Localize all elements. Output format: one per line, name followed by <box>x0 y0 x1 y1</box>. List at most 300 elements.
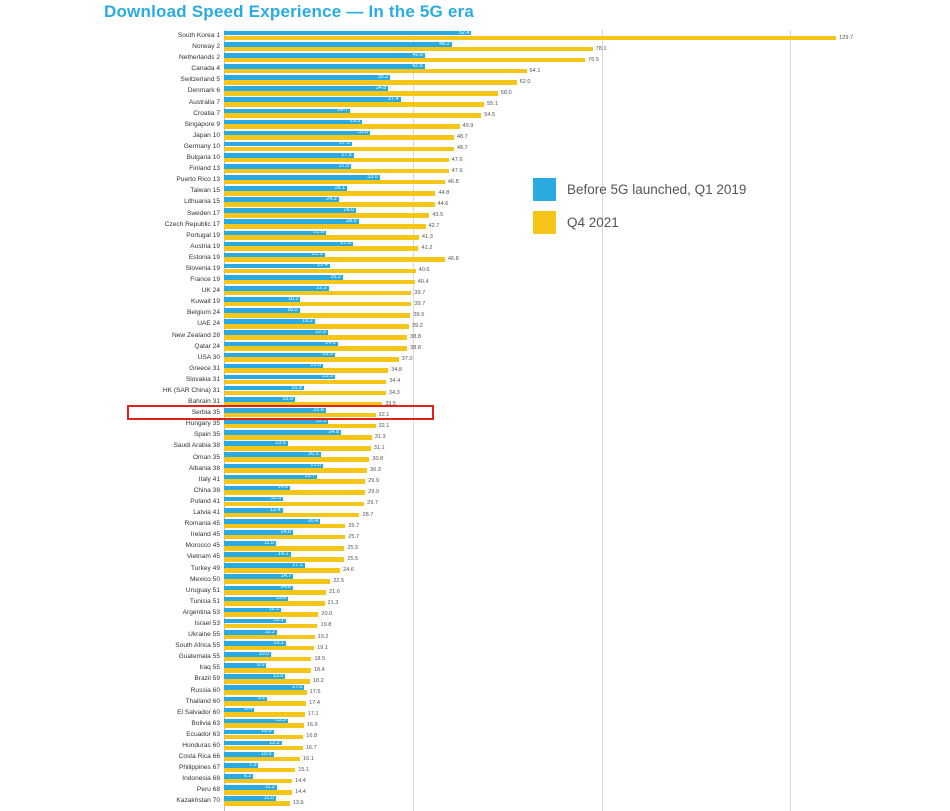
chart-row <box>0 141 950 152</box>
bar-q4-2021 <box>224 135 454 140</box>
bar-value-q4-2021: 31.1 <box>373 444 385 451</box>
bar-value-before-5g: 37.4 <box>388 96 399 103</box>
category-label: Lithuania 15 <box>184 198 220 206</box>
page-title: Download Speed Experience — In the 5G era <box>104 2 475 21</box>
bar-q4-2021 <box>224 635 315 640</box>
bar-value-before-5g: 6.4 <box>244 706 253 713</box>
bar-value-q4-2021: 54.5 <box>484 112 496 119</box>
bar-value-q4-2021: 30.3 <box>370 467 381 474</box>
chart-row <box>0 585 950 596</box>
chart-row <box>0 440 950 451</box>
category-label: Slovenia 19 <box>185 264 220 272</box>
chart-row <box>0 540 950 551</box>
category-label: Austria 19 <box>190 242 220 250</box>
category-label: Slovakia 31 <box>185 375 220 383</box>
bar-value-q4-2021: 16.1 <box>302 755 314 762</box>
chart-row <box>0 296 950 307</box>
category-label: Norway 2 <box>192 43 220 51</box>
bar-q4-2021 <box>224 568 340 573</box>
bar-q4-2021 <box>224 324 409 329</box>
bar-q4-2021 <box>224 479 365 484</box>
bar-q4-2021 <box>224 801 290 806</box>
bar-q4-2021 <box>224 102 484 107</box>
chart-row <box>0 740 950 751</box>
bar-q4-2021 <box>224 280 415 285</box>
category-label: Iraq 55 <box>199 664 220 672</box>
bar-value-before-5g: 9.2 <box>257 695 266 702</box>
category-label: China 38 <box>193 486 220 494</box>
bar-value-q4-2021: 19.1 <box>317 644 329 651</box>
chart-row <box>0 707 950 718</box>
bar-value-q4-2021: 31.3 <box>374 433 386 440</box>
chart-row <box>0 307 950 318</box>
bar-q4-2021 <box>224 646 314 651</box>
bar-value-before-5g: 16.9 <box>291 384 302 391</box>
bar-value-before-5g: 21.6 <box>313 406 324 413</box>
chart-row <box>0 263 950 274</box>
chart-row <box>0 751 950 762</box>
chart-row <box>0 673 950 684</box>
category-label: Romania 45 <box>184 520 220 528</box>
bar-q4-2021 <box>224 291 411 296</box>
bar-q4-2021 <box>224 269 416 274</box>
bar-value-before-5g: 16.2 <box>287 295 299 302</box>
category-label: Czech Republic 17 <box>164 220 220 228</box>
chart-row <box>0 463 950 474</box>
bar-value-q4-2021: 32.1 <box>378 411 390 418</box>
bar-value-q4-2021: 18.5 <box>314 655 326 662</box>
bar-value-q4-2021: 16.7 <box>305 744 317 751</box>
bar-value-q4-2021: 19.8 <box>320 622 332 629</box>
bar-value-q4-2021: 41.3 <box>421 234 433 241</box>
chart-row <box>0 41 950 52</box>
bar-value-before-5g: 14.6 <box>280 528 291 535</box>
chart-row <box>0 108 950 119</box>
category-label: New Zealand 28 <box>171 331 220 339</box>
bar-value-before-5g: 14.1 <box>278 550 289 557</box>
legend-swatch-q4-2021 <box>533 211 556 234</box>
chart-row <box>0 330 950 341</box>
bar-q4-2021 <box>224 224 426 229</box>
chart-row <box>0 651 950 662</box>
chart-row <box>0 563 950 574</box>
bar-q4-2021 <box>224 47 593 52</box>
bar-value-q4-2021: 39.5 <box>413 311 425 318</box>
category-label: Bahrain 31 <box>188 398 220 406</box>
bar-value-before-5g: 27.0 <box>338 162 350 169</box>
chart-row <box>0 363 950 374</box>
category-label: South Africa 55 <box>175 642 220 650</box>
bar-value-before-5g: 28.5 <box>346 218 357 225</box>
bar-value-before-5g: 13.1 <box>273 617 284 624</box>
bar-value-q4-2021: 34.8 <box>391 367 403 374</box>
bar-value-before-5g: 14.6 <box>280 584 291 591</box>
bar-value-before-5g: 27.3 <box>340 240 351 247</box>
bar-value-before-5g: 21.0 <box>310 462 322 469</box>
chart-row <box>0 496 950 507</box>
bar-value-before-5g: 19.7 <box>304 473 315 480</box>
legend-label-q4-2021: Q4 2021 <box>567 215 619 230</box>
category-label: Canada 4 <box>191 65 220 73</box>
bar-value-q4-2021: 62.0 <box>519 78 531 85</box>
chart-row <box>0 285 950 296</box>
legend-item-before-5g <box>533 178 746 201</box>
category-label: Denmark 6 <box>187 87 220 95</box>
bar-value-q4-2021: 44.8 <box>438 189 450 196</box>
category-label: Turkey 49 <box>190 564 220 572</box>
bar-value-before-5g: 52.4 <box>458 29 470 36</box>
bar-q4-2021 <box>224 490 365 495</box>
bar-value-before-5g: 23.5 <box>322 351 333 358</box>
chart-row <box>0 762 950 773</box>
category-label: Peru 68 <box>196 786 220 794</box>
legend-swatch-before-5g <box>533 178 556 201</box>
bar-value-before-5g: 27.5 <box>341 151 352 158</box>
bar-value-before-5g: 22.4 <box>317 262 328 269</box>
chart-row <box>0 52 950 63</box>
bar-value-q4-2021: 25.5 <box>347 544 359 551</box>
chart-row <box>0 618 950 629</box>
bar-value-before-5g: 20.4 <box>307 517 319 524</box>
bar-q4-2021 <box>224 313 410 318</box>
bar-value-before-5g: 27.1 <box>339 140 350 147</box>
bar-q4-2021 <box>224 624 317 629</box>
chart-row <box>0 596 950 607</box>
chart-row <box>0 452 950 463</box>
bar-value-before-5g: 13.5 <box>275 717 286 724</box>
bar-value-q4-2021: 17.4 <box>309 700 321 707</box>
bar-value-before-5g: 13.6 <box>275 595 287 602</box>
bar-value-before-5g: 7.3 <box>248 761 257 768</box>
bar-value-q4-2021: 29.9 <box>368 478 380 485</box>
bar-q4-2021 <box>224 723 304 728</box>
category-label: Italy 41 <box>198 475 220 483</box>
bar-q4-2021 <box>224 712 305 717</box>
bar-q4-2021 <box>224 502 364 507</box>
bar-value-q4-2021: 47.6 <box>451 167 463 174</box>
bar-value-before-5g: 14.7 <box>280 573 292 580</box>
bar-value-before-5g: 31.0 <box>357 129 369 136</box>
chart-row <box>0 341 950 352</box>
bar-value-q4-2021: 43.5 <box>432 212 444 218</box>
bar-q4-2021 <box>224 435 372 440</box>
chart-row <box>0 385 950 396</box>
bar-value-before-5g: 12.4 <box>270 506 281 513</box>
bar-q4-2021 <box>224 735 303 740</box>
category-label: Albania 38 <box>188 464 220 472</box>
category-label: South Korea 1 <box>177 32 220 39</box>
bar-q4-2021 <box>224 557 344 562</box>
bar-value-before-5g: 24.3 <box>326 195 337 202</box>
category-label: Switzerland 5 <box>180 76 220 84</box>
bar-value-before-5g: 42.6 <box>412 51 424 58</box>
bar-value-before-5g: 24.8 <box>328 428 340 435</box>
chart-row <box>0 208 950 219</box>
chart-row <box>0 241 950 252</box>
bar-value-q4-2021: 18.2 <box>312 677 324 684</box>
bar-value-q4-2021: 19.2 <box>317 633 329 640</box>
bar-value-q4-2021: 39.7 <box>414 300 426 307</box>
bar-value-before-5g: 16.0 <box>287 306 298 313</box>
chart-row <box>0 318 950 329</box>
bar-q4-2021 <box>224 546 344 551</box>
bar-value-q4-2021: 64.1 <box>529 67 541 74</box>
bar-value-q4-2021: 24.6 <box>343 567 354 573</box>
category-label: Taiwan 15 <box>190 187 220 195</box>
bar-q4-2021 <box>224 36 836 41</box>
bar-value-before-5g: 11.2 <box>264 628 275 635</box>
category-label: Tunisia 51 <box>189 597 220 605</box>
bar-q4-2021 <box>224 657 311 662</box>
category-label: Oman 35 <box>192 453 220 461</box>
bar-value-before-5g: 13.1 <box>273 639 284 646</box>
bar-value-q4-2021: 32.1 <box>378 422 390 429</box>
chart-row <box>0 507 950 518</box>
bar-q4-2021 <box>224 790 292 795</box>
category-label: Puerto Rico 13 <box>176 176 220 184</box>
bar-value-q4-2021: 25.7 <box>348 522 360 529</box>
bar-q4-2021 <box>224 169 449 174</box>
chart-row <box>0 119 950 130</box>
category-label: Greece 31 <box>189 364 220 372</box>
chart-row <box>0 551 950 562</box>
category-label: Ireland 45 <box>190 531 220 539</box>
bar-q4-2021 <box>224 69 527 74</box>
bar-q4-2021 <box>224 391 386 396</box>
bar-value-before-5g: 11.0 <box>263 539 274 546</box>
category-label: El Salvador 60 <box>177 708 220 716</box>
bar-value-q4-2021: 16.8 <box>306 733 318 740</box>
bar-q4-2021 <box>224 191 435 196</box>
bar-q4-2021 <box>224 335 407 340</box>
category-label: Uruguay 51 <box>185 586 220 594</box>
bar-q4-2021 <box>224 457 369 462</box>
chart-row <box>0 718 950 729</box>
bar-value-before-5g: 28.0 <box>343 207 355 213</box>
bar-value-q4-2021: 15.1 <box>298 766 310 773</box>
bar-value-before-5g: 12.2 <box>269 739 280 746</box>
bar-value-q4-2021: 18.4 <box>313 666 325 673</box>
bar-value-before-5g: 20.5 <box>308 451 319 458</box>
bar-q4-2021 <box>224 590 326 595</box>
bar-value-before-5g: 14.0 <box>277 484 289 491</box>
bar-value-before-5g: 17.1 <box>292 562 303 568</box>
category-label: Morocco 45 <box>185 542 220 550</box>
bar-value-q4-2021: 17.1 <box>307 711 319 718</box>
bar-value-before-5g: 22.2 <box>316 284 327 291</box>
chart-row <box>0 174 950 185</box>
chart-row <box>0 795 950 806</box>
bar-q4-2021 <box>224 701 306 706</box>
bar-value-before-5g: 15.0 <box>282 395 293 402</box>
category-label: Serbia 35 <box>191 409 220 417</box>
category-label: Russia 60 <box>190 686 220 694</box>
chart-row <box>0 429 950 440</box>
bar-value-before-5g: 11.0 <box>263 794 274 801</box>
bar-value-before-5g: 17.0 <box>291 684 303 691</box>
chart-row <box>0 74 950 85</box>
bar-q4-2021 <box>224 213 429 218</box>
bar-q4-2021 <box>224 235 419 240</box>
bar-value-q4-2021: 30.8 <box>372 456 384 463</box>
category-label: USA 30 <box>197 353 220 361</box>
chart-legend <box>533 178 746 244</box>
bar-q4-2021 <box>224 468 367 473</box>
category-label: Poland 41 <box>190 497 220 505</box>
bar-value-q4-2021: 37.0 <box>401 356 413 363</box>
bar-value-before-5g: 12.5 <box>270 495 281 502</box>
bar-value-before-5g: 10.0 <box>258 650 270 657</box>
chart-row <box>0 529 950 540</box>
bar-value-before-5g: 23.5 <box>322 373 333 380</box>
bar-value-q4-2021: 58.0 <box>500 89 512 96</box>
category-label: Sweden 17 <box>187 209 220 217</box>
bar-value-q4-2021: 29.9 <box>368 489 380 496</box>
category-label: Spain 35 <box>193 431 220 439</box>
bar-value-q4-2021: 49.9 <box>462 123 474 130</box>
chart-row <box>0 685 950 696</box>
chart-plot-area <box>0 29 950 806</box>
bar-value-before-5g: 48.2 <box>439 40 450 47</box>
bar-q4-2021 <box>224 357 399 362</box>
bar-value-q4-2021: 17.5 <box>309 689 321 696</box>
chart-row <box>0 230 950 241</box>
chart-row <box>0 352 950 363</box>
category-label: Singapore 9 <box>184 120 220 128</box>
bar-value-before-5g: 34.8 <box>375 84 387 91</box>
chart-row <box>0 30 950 41</box>
category-label: HK (SAR China) 31 <box>162 387 220 394</box>
bar-value-before-5g: 29.3 <box>349 118 361 125</box>
bar-value-q4-2021: 34.3 <box>388 389 400 396</box>
chart-row <box>0 607 950 618</box>
bar-value-before-5g: 24.1 <box>325 340 336 347</box>
chart-row <box>0 196 950 207</box>
bar-value-q4-2021: 14.4 <box>294 788 306 795</box>
bar-q4-2021 <box>224 346 407 351</box>
bar-value-q4-2021: 20.0 <box>321 611 333 618</box>
bar-q4-2021 <box>224 91 498 96</box>
bar-value-before-5g: 21.0 <box>310 362 322 369</box>
bar-value-before-5g: 42.5 <box>412 62 423 69</box>
category-label: Kazakhstan 70 <box>176 797 220 805</box>
chart-row <box>0 574 950 585</box>
chart-row <box>0 773 950 784</box>
category-label: Saudi Arabia 38 <box>173 442 220 450</box>
bar-value-q4-2021: 78.1 <box>595 45 607 52</box>
chart-row <box>0 696 950 707</box>
bar-value-before-5g: 10.5 <box>261 728 272 735</box>
bar-q4-2021 <box>224 612 318 617</box>
bar-value-before-5g: 22.1 <box>315 417 327 424</box>
bar-q4-2021 <box>224 302 411 307</box>
bar-value-q4-2021: 39.2 <box>412 322 423 329</box>
chart-row <box>0 252 950 263</box>
bar-value-before-5g: 13.0 <box>272 672 284 679</box>
bar-value-q4-2021: 14.4 <box>294 777 306 784</box>
chart-row <box>0 163 950 174</box>
bar-q4-2021 <box>224 202 435 207</box>
chart-row <box>0 474 950 485</box>
chart-row <box>0 85 950 96</box>
chart-row <box>0 518 950 529</box>
bar-value-q4-2021: 21.3 <box>327 600 339 607</box>
bar-value-q4-2021: 29.7 <box>367 500 379 507</box>
bar-q4-2021 <box>224 257 445 262</box>
category-label: Costa Rica 66 <box>178 753 220 761</box>
chart-row <box>0 219 950 230</box>
chart-row <box>0 418 950 429</box>
category-label: Brazil 59 <box>194 675 220 683</box>
category-label: Honduras 60 <box>182 742 220 749</box>
category-label: Indonesia 68 <box>182 775 220 783</box>
bar-value-q4-2021: 44.6 <box>437 200 449 207</box>
category-label: Ecuador 63 <box>186 730 220 738</box>
category-label: Ukraine 55 <box>188 631 220 639</box>
category-label: France 19 <box>190 276 220 284</box>
bar-value-q4-2021: 42.7 <box>428 223 440 230</box>
bar-value-q4-2021: 39.7 <box>414 289 426 296</box>
bar-q4-2021 <box>224 513 359 518</box>
category-label: Netherlands 2 <box>178 54 220 62</box>
bar-q4-2021 <box>224 579 330 584</box>
bar-q4-2021 <box>224 601 325 606</box>
bar-value-before-5g: 19.2 <box>302 317 313 324</box>
bar-value-q4-2021: 38.8 <box>410 334 422 341</box>
chart-row <box>0 130 950 141</box>
bar-q4-2021 <box>224 380 386 385</box>
bar-value-before-5g: 22.0 <box>315 329 326 336</box>
category-label: UK 24 <box>201 287 220 295</box>
category-label: UAE 24 <box>197 320 220 328</box>
bar-value-q4-2021: 34.4 <box>389 378 401 385</box>
bar-q4-2021 <box>224 246 418 251</box>
chart-row <box>0 407 950 418</box>
bar-value-q4-2021: 38.8 <box>410 345 422 352</box>
chart-row <box>0 185 950 196</box>
bar-value-before-5g: 26.1 <box>334 184 346 191</box>
bar-q4-2021 <box>224 446 371 451</box>
chart-row <box>0 629 950 640</box>
bar-value-q4-2021: 25.5 <box>347 555 359 562</box>
bar-value-q4-2021: 46.8 <box>447 256 459 263</box>
bar-value-before-5g: 35.2 <box>377 73 389 80</box>
chart-row <box>0 784 950 795</box>
category-label: Germany 10 <box>183 142 220 150</box>
bar-q4-2021 <box>224 535 345 540</box>
legend-label-before-5g: Before 5G launched, Q1 2019 <box>567 182 747 197</box>
bar-q4-2021 <box>224 124 460 129</box>
category-label: Guatemala 55 <box>178 653 220 661</box>
bar-value-q4-2021: 16.9 <box>306 722 318 729</box>
bar-value-q4-2021: 13.9 <box>292 799 304 806</box>
bar-value-before-5g: 21.3 <box>312 251 323 258</box>
category-label: Australia 7 <box>188 98 220 106</box>
chart-row <box>0 63 950 74</box>
chart-row <box>0 152 950 163</box>
bar-value-q4-2021: 33.5 <box>385 400 396 407</box>
category-label: Latvia 41 <box>193 509 220 517</box>
bar-q4-2021 <box>224 368 388 373</box>
bar-value-before-5g: 12.1 <box>268 606 280 613</box>
legend-item-q4-2021 <box>533 211 746 234</box>
category-label: Japan 10 <box>192 131 220 139</box>
category-label: Mexico 50 <box>189 575 220 583</box>
bar-value-before-5g: 9.0 <box>256 661 265 668</box>
bar-value-q4-2021: 55.1 <box>487 101 498 108</box>
bar-q4-2021 <box>224 413 376 418</box>
category-label: Hungary 35 <box>185 420 220 428</box>
